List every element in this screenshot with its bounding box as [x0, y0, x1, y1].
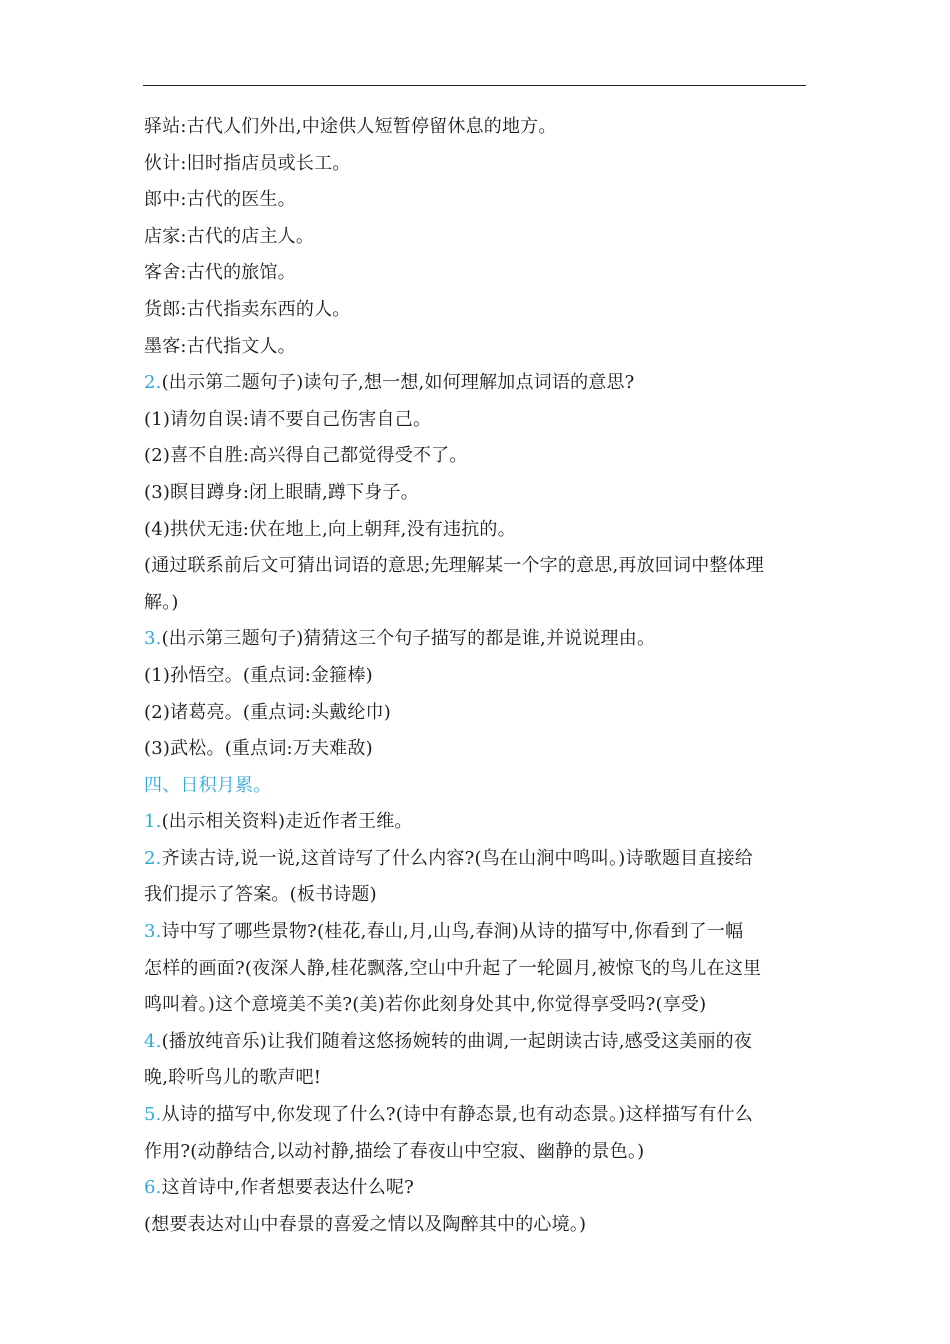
- text-line: [144, 292, 808, 329]
- text-line: [144, 1097, 808, 1134]
- line-text: (3)瞑目蹲身:闭上眼睛,蹲下身子。: [144, 481, 419, 503]
- line-text: (出示相关资料)走近作者王维。: [161, 811, 413, 833]
- item-number: 4.: [144, 1030, 162, 1052]
- text-line: [144, 365, 808, 402]
- line-text: (出示第二题句子)读句子,想一想,如何理解加点词语的意思?: [161, 372, 635, 394]
- line-text: 从诗的描写中,你发现了什么?(诗中有静态景,也有动态景。)这样描写有什么: [161, 1104, 753, 1126]
- line-text: 我们提示了答案。(板书诗题): [144, 884, 377, 906]
- line-text: (想要表达对山中春景的喜爱之情以及陶醉其中的心境。): [144, 1213, 587, 1235]
- text-line: [144, 731, 808, 768]
- text-line: [144, 512, 808, 549]
- line-text: 墨客:古代指文人。: [144, 335, 296, 357]
- text-line: [144, 621, 808, 658]
- line-text: 鸣叫着。)这个意境美不美?(美)若你此刻身处其中,你觉得享受吗?(享受): [144, 994, 707, 1016]
- line-text: (1)请勿自误:请不要自己伤害自己。: [144, 408, 432, 430]
- line-text: 怎样的画面?(夜深人静,桂花飘落,空山中升起了一轮圆月,被惊飞的鸟儿在这里: [144, 957, 762, 979]
- text-line: [144, 329, 808, 366]
- text-line: [144, 1060, 808, 1097]
- document-body: [144, 109, 808, 1243]
- text-line: [144, 695, 808, 732]
- line-text: (4)拱伏无违:伏在地上,向上朝拜,没有违抗的。: [144, 518, 516, 540]
- text-line: [144, 255, 808, 292]
- text-line: [144, 658, 808, 695]
- heading-text: 四、日积月累。: [144, 774, 272, 796]
- item-number: 1.: [144, 811, 162, 833]
- header-rule: [143, 85, 806, 86]
- text-line: [144, 1170, 808, 1207]
- line-text: 解。): [144, 591, 179, 613]
- text-line: [144, 402, 808, 439]
- text-line: [144, 585, 808, 622]
- line-text: 郎中:古代的医生。: [144, 189, 296, 211]
- text-line: [144, 951, 808, 988]
- line-text: (出示第三题句子)猜猜这三个句子描写的都是谁,并说说理由。: [161, 628, 656, 650]
- line-text: 诗中写了哪些景物?(桂花,春山,月,山鸟,春涧)从诗的描写中,你看到了一幅: [161, 921, 744, 943]
- text-line: [144, 438, 808, 475]
- line-text: 齐读古诗,说一说,这首诗写了什么内容?(鸟在山涧中鸣叫。)诗歌题目直接给: [161, 847, 753, 869]
- section-heading: [144, 768, 808, 805]
- line-text: (播放纯音乐)让我们随着这悠扬婉转的曲调,一起朗读古诗,感受这美丽的夜: [161, 1030, 753, 1052]
- line-text: 店家:古代的店主人。: [144, 225, 315, 247]
- text-line: [144, 109, 808, 146]
- text-line: [144, 914, 808, 951]
- text-line: [144, 475, 808, 512]
- line-text: 这首诗中,作者想要表达什么呢?: [161, 1177, 414, 1199]
- line-text: 作用?(动静结合,以动衬静,描绘了春夜山中空寂、幽静的景色。): [144, 1140, 645, 1162]
- line-text: (2)诸葛亮。(重点词:头戴纶巾): [144, 701, 392, 723]
- item-number: 6.: [144, 1177, 162, 1199]
- line-text: 驿站:古代人们外出,中途供人短暂停留休息的地方。: [144, 116, 557, 137]
- line-text: (3)武松。(重点词:万夫难敌): [144, 738, 373, 760]
- text-line: [144, 987, 808, 1024]
- line-text: 晚,聆听鸟儿的歌声吧!: [144, 1067, 322, 1089]
- line-text: 伙计:旧时指店员或长工。: [144, 152, 351, 174]
- line-text: 货郎:古代指卖东西的人。: [144, 298, 351, 320]
- line-text: 客舍:古代的旅馆。: [144, 262, 296, 284]
- item-number: 2.: [144, 847, 162, 869]
- item-number: 5.: [144, 1104, 162, 1126]
- text-line: [144, 877, 808, 914]
- text-line: [144, 146, 808, 183]
- item-number: 3.: [144, 628, 162, 650]
- item-number: 3.: [144, 921, 162, 943]
- text-line: [144, 841, 808, 878]
- text-line: [144, 1207, 808, 1244]
- text-line: [144, 182, 808, 219]
- line-text: (2)喜不自胜:高兴得自己都觉得受不了。: [144, 445, 468, 467]
- text-line: [144, 219, 808, 256]
- line-text: (通过联系前后文可猜出词语的意思;先理解某一个字的意思,再放回词中整体理: [144, 555, 765, 577]
- text-line: [144, 804, 808, 841]
- text-line: [144, 1024, 808, 1061]
- text-line: [144, 548, 808, 585]
- line-text: (1)孙悟空。(重点词:金箍棒): [144, 664, 373, 686]
- text-line: [144, 1134, 808, 1171]
- item-number: 2.: [144, 372, 162, 394]
